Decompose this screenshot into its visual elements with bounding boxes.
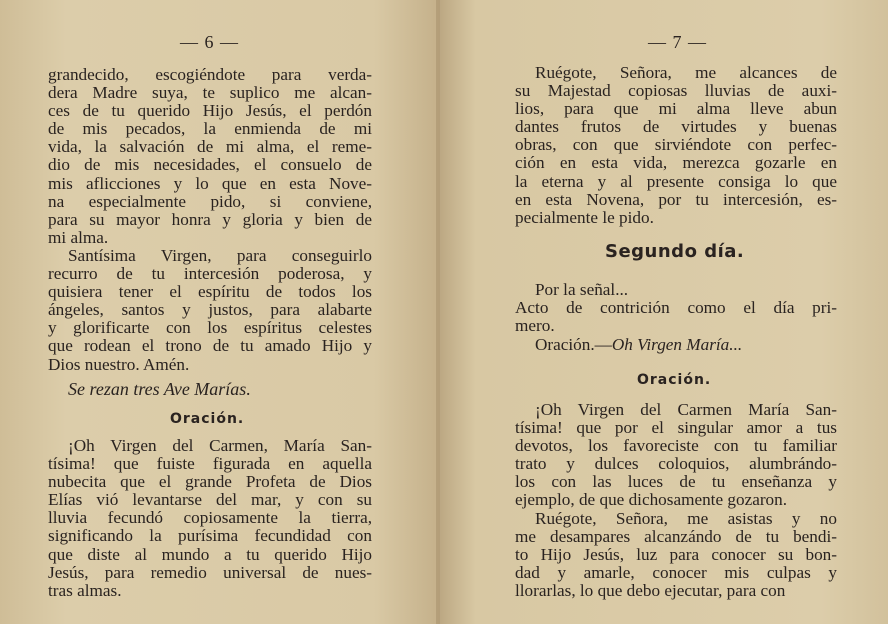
text-line: lios, para que mi alma lleve abun — [515, 99, 837, 119]
text-line: Acto de contrición como el día pri- — [515, 298, 837, 318]
text-line: quisiera tener el espíritu de todos los — [48, 282, 372, 302]
text-line: grandecido, escogiéndote para verda- — [48, 65, 372, 84]
text-line: mi alma. — [48, 227, 109, 247]
paragraph — [515, 401, 837, 510]
page-number: — 6 — — [180, 32, 239, 52]
text-line: Dios nuestro. Amén. — [48, 354, 190, 374]
text-line: tísima! que fuiste figurada en aquella — [48, 454, 372, 474]
text-line: mis aflicciones y lo que en esta Nove- — [48, 173, 372, 193]
text-line: para su mayor honra y gloria y bien de — [48, 209, 372, 229]
text-line: de mis pecados, la enmienda de mi — [48, 119, 372, 139]
paragraph — [515, 64, 837, 227]
text-line: y glorificarte con los espíritus celestes — [48, 318, 372, 338]
text-line: pecialmente le pido. — [515, 207, 654, 227]
paragraph — [48, 66, 372, 247]
paragraph — [515, 510, 837, 600]
page-number: — 7 — — [648, 32, 707, 52]
text-line: que rodean el trono de tu amado Hijo y — [48, 336, 372, 356]
left-page — [0, 0, 440, 624]
text-line: que diste al mundo a tu querido Hijo — [48, 544, 372, 564]
rubric: Se rezan tres Ave Marías. — [68, 379, 251, 399]
text-line: los con las luces de tu enseñanza y — [515, 472, 837, 492]
text-line: Por la señal... — [535, 280, 629, 299]
text-line: to Hijo Jesús, luz para conocer su bon- — [515, 545, 837, 565]
text-line: obras, con que sirviéndote con perfec- — [515, 135, 837, 155]
text-line: dio de mis necesidades, el consuelo de — [48, 155, 372, 175]
day-title: Segundo día. — [605, 241, 745, 262]
text-line: ejemplo, de que dichosamente gozaron. — [515, 490, 788, 510]
text-line: dera Madre suya, te suplico me alcan- — [48, 83, 372, 103]
text-line: trato y dulces coloquios, alumbrándo- — [515, 454, 837, 474]
text-line: ces de tu querido Hijo Jesús, el perdón — [48, 101, 372, 121]
section-heading: Oración. — [170, 411, 245, 427]
text-line: ángeles, santos y justos, para alabarte — [48, 300, 372, 320]
section-heading: Oración. — [637, 372, 712, 388]
text-line: llorarlas, lo que debo ejecutar, para con — [515, 581, 786, 601]
text-line: ¡Oh Virgen del Carmen María San- — [535, 400, 837, 419]
text-line: tras almas. — [48, 580, 122, 600]
text-line: devotos, los favoreciste con tu familiar — [515, 436, 837, 456]
text-line: recurro de tu intercesión poderosa, y — [48, 264, 372, 284]
oracion-line — [535, 336, 837, 354]
text-line: dad y amarle, conocer mis culpas y — [515, 563, 837, 583]
paragraph — [515, 281, 837, 335]
text-line: na especialmente pido, si conviene, — [48, 191, 372, 211]
text-line: la eterna y al presente consiga lo que — [515, 171, 837, 191]
text-line: Ruégote, Señora, me asistas y no — [535, 509, 837, 528]
text-line: en esta Novena, por tu intercesión, es- — [515, 189, 837, 209]
text-line: Jesús, para remedio universal de nues- — [48, 562, 372, 582]
text-line: vida, la salvación de mi alma, el reme- — [48, 137, 372, 157]
text-line: ¡Oh Virgen del Carmen, María San- — [68, 436, 372, 455]
text-line: nubecita que el grande Profeta de Dios — [48, 472, 372, 492]
paragraph — [48, 247, 372, 374]
text-line: mero. — [515, 316, 555, 336]
text-line: tísima! que por el singular amor a tus — [515, 418, 837, 438]
text-line: dantes frutos de virtudes y buenas — [515, 117, 837, 137]
text-line: su Majestad copiosas lluvias de auxi- — [515, 81, 837, 101]
text-line: Santísima Virgen, para conseguirlo — [68, 246, 372, 265]
text-line: Elías vió levantarse del mar, y con su — [48, 490, 372, 510]
text-line: significando la purísima fecundidad con — [48, 526, 372, 546]
oracion-label: Oración.— — [535, 335, 612, 354]
text-line: lluvia fecundó copiosamente la tierra, — [48, 508, 372, 528]
text-line: Ruégote, Señora, me alcances de — [535, 63, 837, 82]
text-line: ción en esta vida, merezca gozarle en — [515, 153, 837, 173]
text-line: me desampares alcanzándo de tu bendi- — [515, 527, 837, 547]
paragraph — [48, 437, 372, 600]
right-page — [440, 0, 888, 624]
oracion-incipit: Oh Virgen María... — [611, 335, 743, 354]
